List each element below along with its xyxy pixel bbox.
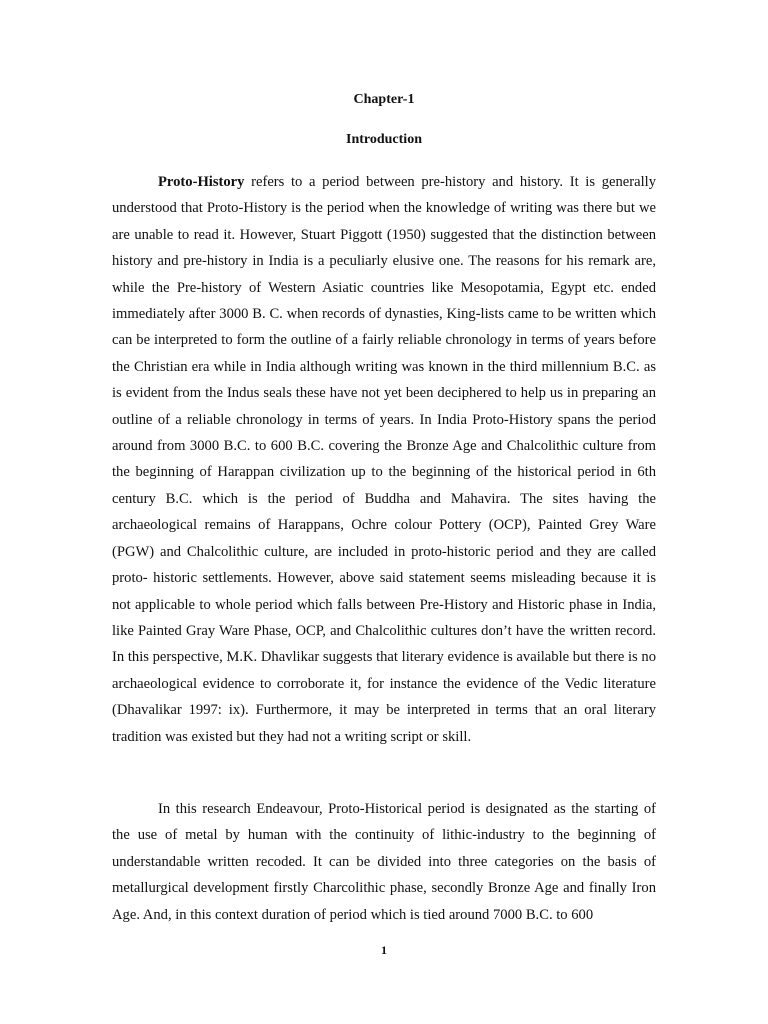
paragraph-2: In this research Endeavour, Proto-Historical period is designated as the starting of the use of metal by human with the continuity of lithic-industry to the beginning of understandable written recoded. It can be divided into three categories on the basis of metallurgical development firstly Charcolithic phase, secondly Bronze Age and finally Iron Age. And, in this context duration of period which is tied around 7000 B.C. to 600: [112, 801, 656, 923]
paragraph-1: [112, 169, 656, 750]
page-number: 1: [381, 943, 387, 957]
lead-term: Proto-History: [158, 174, 245, 190]
section-title: Introduction: [346, 132, 422, 147]
paragraph-1-body: refers to a period between pre-history and history. It is generally understood that Proto-History is the period when the knowledge of writing was there but we are unable to read it. However, Stuart Piggott (1950) suggested that the distinction between history and pre-history in India is a peculiarly elusive one. The reasons for his remark are, while the Pre-history of Western Asiatic countries like Mesopotamia, Egypt etc. ended immediately after 3000 B. C. when records of dynasties, King-lists came to be written which can be interpreted to form the outline of a fairly reliable chronology in terms of years before the Christian era while in India although writing was known in the third millennium B.C. as is evident from the Indus seals these have not yet been deciphered to help us in preparing an outline of a reliable chronology in terms of years. In India Proto-History spans the period around from 3000 B.C. to 600 B.C. covering the Bronze Age and Chalcolithic culture from the beginning of Harappan civilization up to the beginning of the historical period in 6th century B.C. which is the period of Buddha and Mahavira. The sites having the archaeological remains of Harappans, Ochre colour Pottery (OCP), Painted Grey Ware (PGW) and Chalcolithic culture, are included in proto-historic period and they are called proto- historic settlements. However, above said statement seems misleading because it is not applicable to whole period which falls between Pre-History and Historic phase in India, like Painted Gray Ware Phase, OCP, and Chalcolithic cultures don’t have the written record. In this perspective, M.K. Dhavlikar suggests that literary evidence is available but there is no archaeological evidence to corroborate it, for instance the evidence of the Vedic literature (Dhavalikar 1997: ix). Furthermore, it may be interpreted in terms that an oral literary tradition was existed but they had not a writing script or skill.: [112, 174, 656, 745]
chapter-label: Chapter-1: [353, 92, 415, 107]
